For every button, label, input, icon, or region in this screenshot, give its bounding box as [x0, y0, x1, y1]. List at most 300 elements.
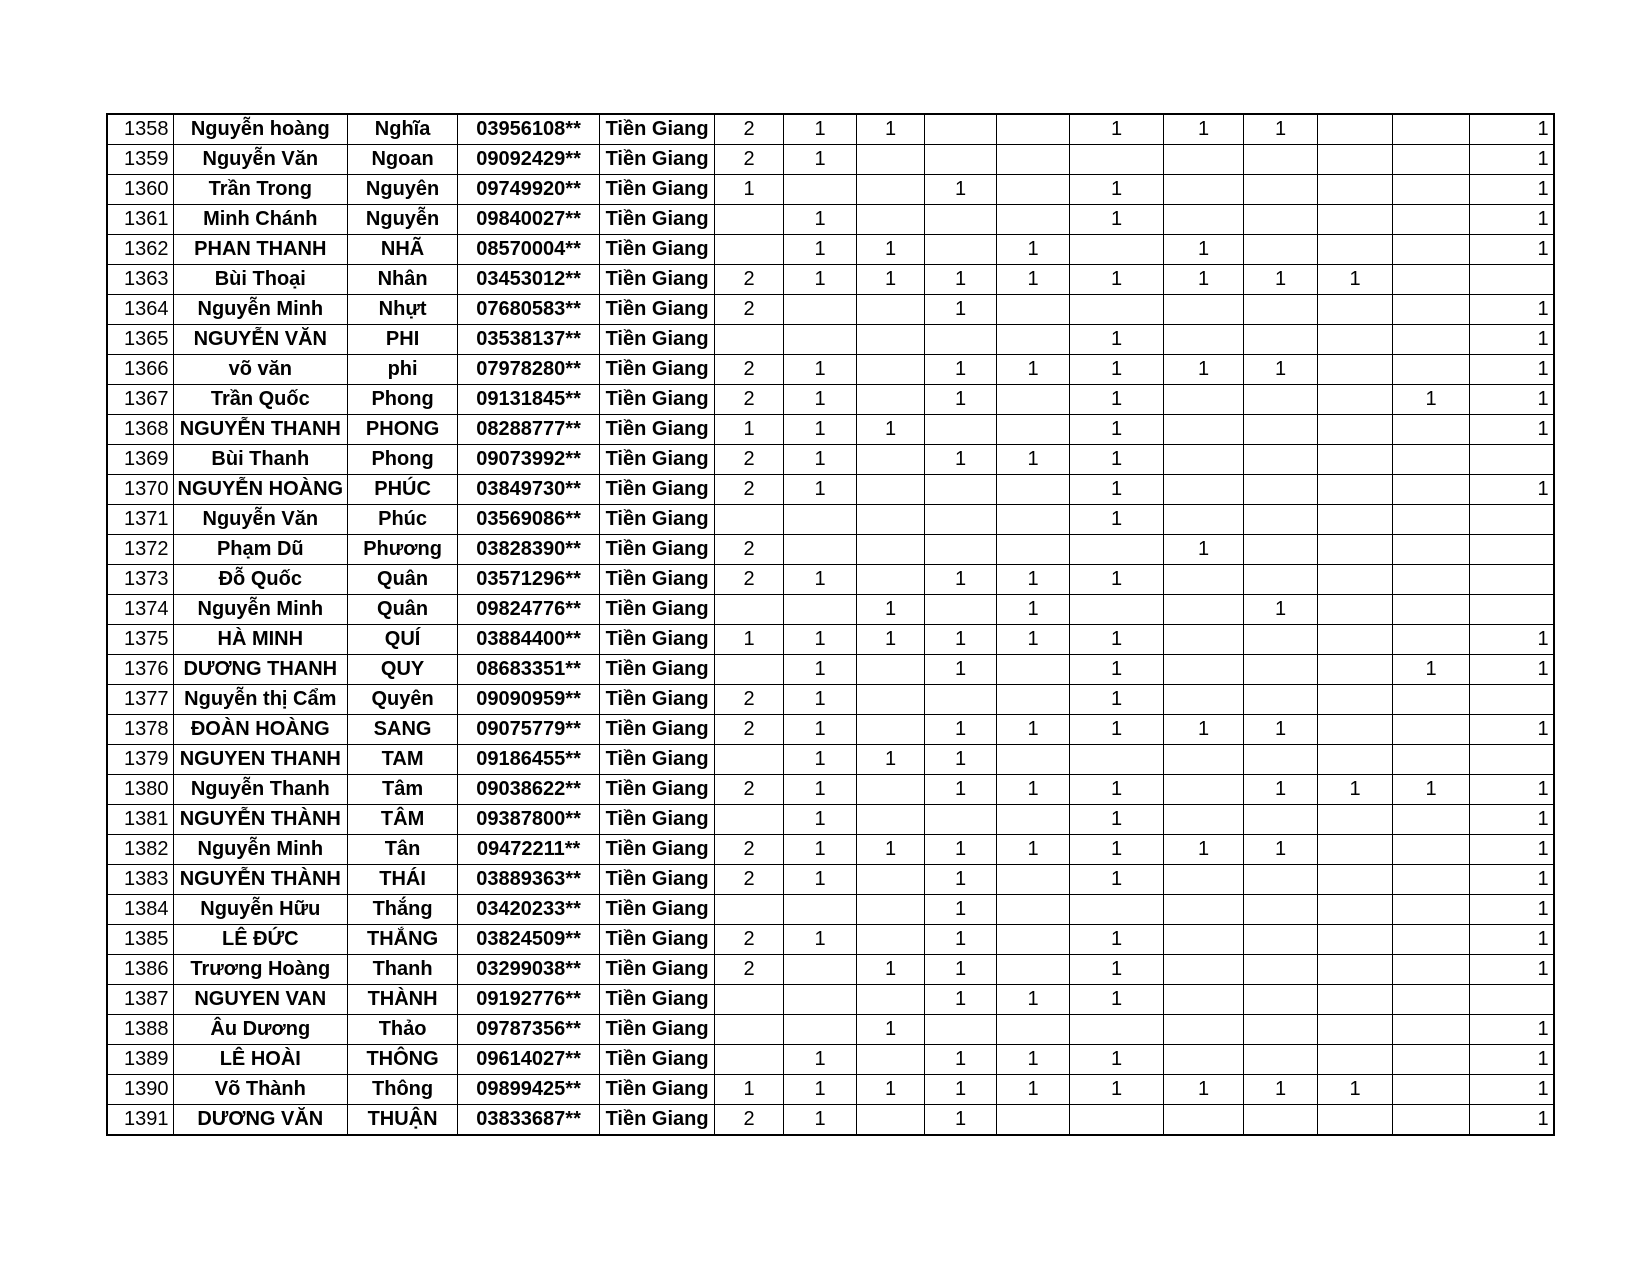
value-cell-7 [1164, 745, 1244, 775]
value-cell-6: 1 [1070, 565, 1164, 595]
value-cell-2: 1 [784, 655, 857, 685]
phone-cell: 03884400** [458, 625, 600, 655]
surname-cell: HÀ MINH [173, 625, 348, 655]
table-row [107, 415, 1554, 445]
table-row [107, 715, 1554, 745]
value-cell-4: 1 [925, 745, 997, 775]
value-cell-9 [1318, 1105, 1393, 1136]
table-row [107, 114, 1554, 145]
value-cell-6: 1 [1070, 175, 1164, 205]
value-cell-5: 1 [997, 565, 1070, 595]
value-cell-1 [715, 745, 784, 775]
value-cell-2: 1 [784, 445, 857, 475]
given-name-cell: Thông [348, 1075, 458, 1105]
value-cell-5 [997, 475, 1070, 505]
given-name-cell: Thắng [348, 895, 458, 925]
value-cell-8 [1244, 985, 1318, 1015]
value-cell-2 [784, 955, 857, 985]
value-cell-1 [715, 595, 784, 625]
value-cell-11: 1 [1470, 385, 1554, 415]
province-cell: Tiền Giang [600, 715, 715, 745]
province-cell: Tiền Giang [600, 205, 715, 235]
value-cell-10: 1 [1393, 385, 1470, 415]
value-cell-3 [857, 175, 925, 205]
value-cell-7 [1164, 565, 1244, 595]
given-name-cell: Nghĩa [348, 114, 458, 145]
phone-cell: 03420233** [458, 895, 600, 925]
value-cell-3 [857, 895, 925, 925]
value-cell-4 [925, 475, 997, 505]
value-cell-11: 1 [1470, 295, 1554, 325]
value-cell-4: 1 [925, 295, 997, 325]
given-name-cell: Phong [348, 445, 458, 475]
phone-cell: 03828390** [458, 535, 600, 565]
stt-cell: 1361 [107, 205, 173, 235]
given-name-cell: Thanh [348, 955, 458, 985]
province-cell: Tiền Giang [600, 145, 715, 175]
value-cell-11: 1 [1470, 775, 1554, 805]
value-cell-7 [1164, 1105, 1244, 1136]
stt-cell: 1359 [107, 145, 173, 175]
value-cell-11 [1470, 265, 1554, 295]
value-cell-10 [1393, 1075, 1470, 1105]
value-cell-4 [925, 325, 997, 355]
value-cell-6: 1 [1070, 114, 1164, 145]
given-name-cell: THUẬN [348, 1105, 458, 1136]
value-cell-3 [857, 475, 925, 505]
value-cell-10 [1393, 685, 1470, 715]
province-cell: Tiền Giang [600, 625, 715, 655]
stt-cell: 1387 [107, 985, 173, 1015]
stt-cell: 1362 [107, 235, 173, 265]
province-cell: Tiền Giang [600, 1045, 715, 1075]
value-cell-3 [857, 925, 925, 955]
given-name-cell: Nguyễn [348, 205, 458, 235]
value-cell-6: 1 [1070, 445, 1164, 475]
value-cell-10 [1393, 475, 1470, 505]
value-cell-10 [1393, 955, 1470, 985]
province-cell: Tiền Giang [600, 1015, 715, 1045]
province-cell: Tiền Giang [600, 355, 715, 385]
value-cell-10 [1393, 415, 1470, 445]
value-cell-7 [1164, 655, 1244, 685]
value-cell-3 [857, 325, 925, 355]
value-cell-6 [1070, 595, 1164, 625]
table-row [107, 265, 1554, 295]
given-name-cell: Ngoan [348, 145, 458, 175]
value-cell-3 [857, 295, 925, 325]
province-cell: Tiền Giang [600, 445, 715, 475]
province-cell: Tiền Giang [600, 265, 715, 295]
value-cell-11: 1 [1470, 625, 1554, 655]
value-cell-2 [784, 1015, 857, 1045]
province-cell: Tiền Giang [600, 235, 715, 265]
value-cell-3 [857, 445, 925, 475]
value-cell-7 [1164, 505, 1244, 535]
value-cell-9 [1318, 565, 1393, 595]
surname-cell: LÊ ĐỨC [173, 925, 348, 955]
stt-cell: 1390 [107, 1075, 173, 1105]
province-cell: Tiền Giang [600, 535, 715, 565]
value-cell-7: 1 [1164, 535, 1244, 565]
value-cell-7 [1164, 985, 1244, 1015]
given-name-cell: Quân [348, 565, 458, 595]
value-cell-2: 1 [784, 355, 857, 385]
value-cell-7 [1164, 595, 1244, 625]
value-cell-2 [784, 505, 857, 535]
value-cell-5 [997, 535, 1070, 565]
value-cell-11: 1 [1470, 235, 1554, 265]
surname-cell: Trương Hoàng [173, 955, 348, 985]
value-cell-3 [857, 775, 925, 805]
value-cell-1: 2 [715, 295, 784, 325]
value-cell-4 [925, 805, 997, 835]
value-cell-1: 2 [715, 114, 784, 145]
table-row [107, 625, 1554, 655]
phone-cell: 07978280** [458, 355, 600, 385]
table-row [107, 865, 1554, 895]
phone-cell: 09131845** [458, 385, 600, 415]
province-cell: Tiền Giang [600, 1105, 715, 1136]
value-cell-6: 1 [1070, 775, 1164, 805]
table-row [107, 505, 1554, 535]
phone-cell: 09090959** [458, 685, 600, 715]
value-cell-6 [1070, 1015, 1164, 1045]
stt-cell: 1364 [107, 295, 173, 325]
value-cell-8 [1244, 295, 1318, 325]
value-cell-1: 2 [715, 925, 784, 955]
surname-cell: Nguyễn Minh [173, 595, 348, 625]
value-cell-7 [1164, 955, 1244, 985]
value-cell-4: 1 [925, 925, 997, 955]
value-cell-10 [1393, 325, 1470, 355]
value-cell-11: 1 [1470, 475, 1554, 505]
value-cell-3 [857, 385, 925, 415]
table-row [107, 985, 1554, 1015]
table-row [107, 565, 1554, 595]
stt-cell: 1385 [107, 925, 173, 955]
stt-cell: 1376 [107, 655, 173, 685]
province-cell: Tiền Giang [600, 985, 715, 1015]
value-cell-7 [1164, 805, 1244, 835]
value-cell-6: 1 [1070, 385, 1164, 415]
value-cell-9 [1318, 925, 1393, 955]
value-cell-4 [925, 685, 997, 715]
value-cell-10 [1393, 1105, 1470, 1136]
stt-cell: 1372 [107, 535, 173, 565]
value-cell-8: 1 [1244, 715, 1318, 745]
province-cell: Tiền Giang [600, 595, 715, 625]
value-cell-9 [1318, 235, 1393, 265]
value-cell-3: 1 [857, 114, 925, 145]
value-cell-11: 1 [1470, 175, 1554, 205]
phone-cell: 09472211** [458, 835, 600, 865]
stt-cell: 1366 [107, 355, 173, 385]
value-cell-2: 1 [784, 1045, 857, 1075]
stt-cell: 1389 [107, 1045, 173, 1075]
stt-cell: 1370 [107, 475, 173, 505]
value-cell-9 [1318, 895, 1393, 925]
province-cell: Tiền Giang [600, 775, 715, 805]
table-row [107, 1045, 1554, 1075]
province-cell: Tiền Giang [600, 385, 715, 415]
value-cell-7 [1164, 445, 1244, 475]
value-cell-8 [1244, 1105, 1318, 1136]
province-cell: Tiền Giang [600, 175, 715, 205]
value-cell-3: 1 [857, 595, 925, 625]
value-cell-8 [1244, 445, 1318, 475]
surname-cell: PHAN THANH [173, 235, 348, 265]
value-cell-2: 1 [784, 415, 857, 445]
province-cell: Tiền Giang [600, 745, 715, 775]
value-cell-2 [784, 295, 857, 325]
value-cell-3: 1 [857, 415, 925, 445]
stt-cell: 1384 [107, 895, 173, 925]
value-cell-5 [997, 745, 1070, 775]
value-cell-8: 1 [1244, 265, 1318, 295]
surname-cell: Nguyễn Minh [173, 835, 348, 865]
value-cell-9: 1 [1318, 775, 1393, 805]
value-cell-3 [857, 565, 925, 595]
value-cell-6: 1 [1070, 205, 1164, 235]
value-cell-2: 1 [784, 205, 857, 235]
value-cell-1 [715, 205, 784, 235]
value-cell-10 [1393, 895, 1470, 925]
value-cell-4: 1 [925, 655, 997, 685]
stt-cell: 1360 [107, 175, 173, 205]
surname-cell: Nguyễn thị Cẩm [173, 685, 348, 715]
value-cell-6 [1070, 895, 1164, 925]
value-cell-6: 1 [1070, 415, 1164, 445]
province-cell: Tiền Giang [600, 865, 715, 895]
value-cell-2: 1 [784, 235, 857, 265]
value-cell-3 [857, 655, 925, 685]
value-cell-10 [1393, 565, 1470, 595]
value-cell-1 [715, 235, 784, 265]
value-cell-4: 1 [925, 385, 997, 415]
value-cell-9 [1318, 145, 1393, 175]
value-cell-5 [997, 385, 1070, 415]
table-row [107, 355, 1554, 385]
value-cell-5 [997, 415, 1070, 445]
phone-cell: 03889363** [458, 865, 600, 895]
value-cell-4: 1 [925, 775, 997, 805]
value-cell-5: 1 [997, 235, 1070, 265]
value-cell-5: 1 [997, 985, 1070, 1015]
value-cell-1: 2 [715, 835, 784, 865]
value-cell-3 [857, 205, 925, 235]
value-cell-8 [1244, 625, 1318, 655]
value-cell-3 [857, 1105, 925, 1136]
given-name-cell: Nguyên [348, 175, 458, 205]
province-cell: Tiền Giang [600, 475, 715, 505]
value-cell-5: 1 [997, 445, 1070, 475]
value-cell-10: 1 [1393, 655, 1470, 685]
value-cell-9 [1318, 205, 1393, 235]
value-cell-9 [1318, 865, 1393, 895]
value-cell-2: 1 [784, 865, 857, 895]
value-cell-9 [1318, 114, 1393, 145]
value-cell-9 [1318, 355, 1393, 385]
value-cell-5 [997, 205, 1070, 235]
value-cell-4: 1 [925, 265, 997, 295]
value-cell-5 [997, 895, 1070, 925]
value-cell-2: 1 [784, 265, 857, 295]
value-cell-4 [925, 1015, 997, 1045]
value-cell-9 [1318, 835, 1393, 865]
table-row [107, 535, 1554, 565]
value-cell-3: 1 [857, 955, 925, 985]
surname-cell: NGUYỄN THANH [173, 415, 348, 445]
value-cell-11: 1 [1470, 805, 1554, 835]
value-cell-11: 1 [1470, 1105, 1554, 1136]
value-cell-5 [997, 685, 1070, 715]
phone-cell: 03569086** [458, 505, 600, 535]
value-cell-8 [1244, 565, 1318, 595]
value-cell-4 [925, 505, 997, 535]
given-name-cell: Thảo [348, 1015, 458, 1045]
value-cell-10 [1393, 175, 1470, 205]
phone-cell: 03299038** [458, 955, 600, 985]
value-cell-2: 1 [784, 775, 857, 805]
value-cell-1: 1 [715, 1075, 784, 1105]
value-cell-1: 2 [715, 145, 784, 175]
stt-cell: 1383 [107, 865, 173, 895]
value-cell-5 [997, 114, 1070, 145]
value-cell-8: 1 [1244, 595, 1318, 625]
value-cell-5 [997, 325, 1070, 355]
value-cell-7 [1164, 325, 1244, 355]
value-cell-10 [1393, 445, 1470, 475]
province-cell: Tiền Giang [600, 565, 715, 595]
value-cell-4 [925, 235, 997, 265]
stt-cell: 1391 [107, 1105, 173, 1136]
value-cell-3: 1 [857, 625, 925, 655]
value-cell-9 [1318, 955, 1393, 985]
given-name-cell: THẮNG [348, 925, 458, 955]
surname-cell: LÊ HOÀI [173, 1045, 348, 1075]
stt-cell: 1365 [107, 325, 173, 355]
value-cell-6: 1 [1070, 1045, 1164, 1075]
value-cell-7 [1164, 415, 1244, 445]
phone-cell: 09899425** [458, 1075, 600, 1105]
table-row [107, 445, 1554, 475]
phone-cell: 09092429** [458, 145, 600, 175]
province-cell: Tiền Giang [600, 955, 715, 985]
phone-cell: 08288777** [458, 415, 600, 445]
surname-cell: Trần Trong [173, 175, 348, 205]
value-cell-6: 1 [1070, 475, 1164, 505]
value-cell-8: 1 [1244, 355, 1318, 385]
given-name-cell: PHI [348, 325, 458, 355]
value-cell-11: 1 [1470, 355, 1554, 385]
value-cell-9 [1318, 445, 1393, 475]
value-cell-3: 1 [857, 1075, 925, 1105]
value-cell-5 [997, 145, 1070, 175]
value-cell-9 [1318, 715, 1393, 745]
value-cell-11 [1470, 565, 1554, 595]
stt-cell: 1369 [107, 445, 173, 475]
value-cell-4 [925, 114, 997, 145]
value-cell-6: 1 [1070, 265, 1164, 295]
value-cell-4 [925, 595, 997, 625]
value-cell-11: 1 [1470, 205, 1554, 235]
data-table [106, 113, 1555, 1136]
value-cell-7 [1164, 295, 1244, 325]
province-cell: Tiền Giang [600, 505, 715, 535]
value-cell-5: 1 [997, 595, 1070, 625]
value-cell-11: 1 [1470, 715, 1554, 745]
surname-cell: Phạm Dũ [173, 535, 348, 565]
surname-cell: DƯƠNG THANH [173, 655, 348, 685]
value-cell-5 [997, 865, 1070, 895]
value-cell-5: 1 [997, 1045, 1070, 1075]
province-cell: Tiền Giang [600, 835, 715, 865]
value-cell-10 [1393, 505, 1470, 535]
province-cell: Tiền Giang [600, 805, 715, 835]
value-cell-1 [715, 1015, 784, 1045]
table-body [107, 114, 1554, 1135]
value-cell-8 [1244, 175, 1318, 205]
value-cell-8 [1244, 145, 1318, 175]
value-cell-11: 1 [1470, 1015, 1554, 1045]
value-cell-7 [1164, 685, 1244, 715]
value-cell-8 [1244, 805, 1318, 835]
value-cell-7 [1164, 175, 1244, 205]
value-cell-2: 1 [784, 745, 857, 775]
value-cell-1: 1 [715, 625, 784, 655]
value-cell-2 [784, 595, 857, 625]
given-name-cell: Nhân [348, 265, 458, 295]
value-cell-10 [1393, 295, 1470, 325]
surname-cell: Võ Thành [173, 1075, 348, 1105]
value-cell-5: 1 [997, 265, 1070, 295]
stt-cell: 1374 [107, 595, 173, 625]
province-cell: Tiền Giang [600, 895, 715, 925]
value-cell-2: 1 [784, 1105, 857, 1136]
value-cell-9: 1 [1318, 1075, 1393, 1105]
value-cell-1: 2 [715, 1105, 784, 1136]
province-cell: Tiền Giang [600, 655, 715, 685]
value-cell-2: 1 [784, 835, 857, 865]
value-cell-8 [1244, 925, 1318, 955]
phone-cell: 09192776** [458, 985, 600, 1015]
given-name-cell: THÁI [348, 865, 458, 895]
table-row [107, 1075, 1554, 1105]
phone-cell: 03833687** [458, 1105, 600, 1136]
value-cell-2: 1 [784, 114, 857, 145]
value-cell-2: 1 [784, 1075, 857, 1105]
value-cell-1 [715, 505, 784, 535]
value-cell-1: 2 [715, 445, 784, 475]
value-cell-6 [1070, 145, 1164, 175]
table-row [107, 175, 1554, 205]
surname-cell: Nguyễn Hữu [173, 895, 348, 925]
given-name-cell: TÂM [348, 805, 458, 835]
given-name-cell: Quân [348, 595, 458, 625]
value-cell-1: 2 [715, 355, 784, 385]
table-row [107, 835, 1554, 865]
value-cell-6: 1 [1070, 505, 1164, 535]
value-cell-7: 1 [1164, 235, 1244, 265]
value-cell-5 [997, 955, 1070, 985]
surname-cell: Nguyễn Văn [173, 145, 348, 175]
value-cell-8 [1244, 415, 1318, 445]
phone-cell: 09186455** [458, 745, 600, 775]
value-cell-4 [925, 415, 997, 445]
value-cell-1: 2 [715, 535, 784, 565]
value-cell-1: 2 [715, 475, 784, 505]
